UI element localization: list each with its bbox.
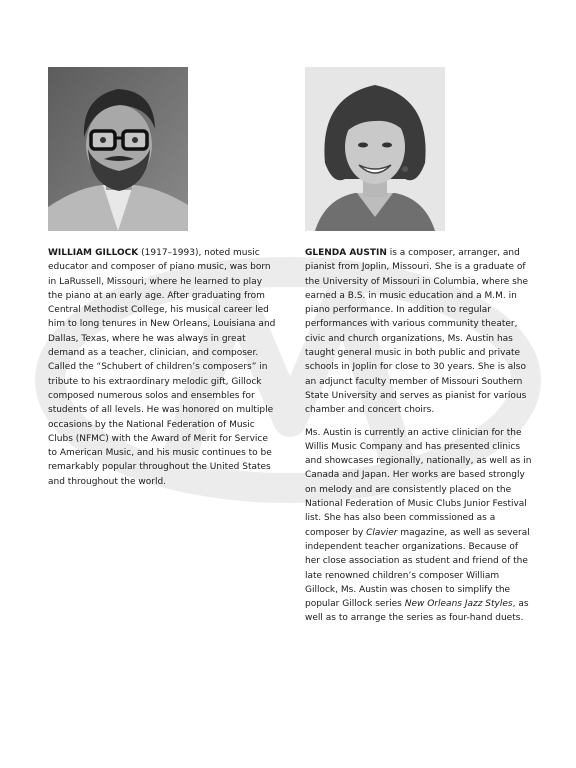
bio-text: , as well as to arrange the series as four-hand duets. <box>305 599 529 624</box>
bio-text: magazine, as well as several independent teacher organizations. Because of her close association as student and friend of the late renowned children’s composer William Gillock, Ms. Austin was chosen to simplify the popular Gillock series <box>305 527 530 610</box>
william-gillock-bio-text: (1917–1993), noted music educator and composer of piano music, was born in LaRussell, Missouri, where he learned to play the piano at an early age. After graduating from Central Methodist College, his musical career led him to long tenures in New Orleans, Louisiana and Dallas, Texas, where he was always in great demand as a teacher, clinician, and composer. Called the “Schubert of children’s composers” in tribute to his extraordinary melodic gift, Gillock composed numerous solos and ensembles for students of all levels. He was honored on multiple occasions by the National Federation of Music Clubs (NFMC) with the Award of Merit for Service to American Music, and his music continues to be remarkably popular throughout the United States and throughout the world. <box>48 248 276 487</box>
glenda-austin-bio <box>305 246 533 634</box>
william-gillock-photo <box>48 67 188 231</box>
william-gillock-bio <box>48 246 276 497</box>
william-gillock-name: WILLIAM GILLOCK <box>48 248 139 258</box>
glenda-austin-bio-paragraph-1: is a composer, arranger, and pianist from Joplin, Missouri. She is a graduate of the University of Missouri in Columbia, where she earned a B.S. in music education and a M.M. in piano performance. In addition to regular performances with various community theater, civic and church organizations, Ms. Austin has taught general music in both public and private schools in Joplin for close to 30 years. She is also an adjunct faculty member of Missouri Southern State University and serves as pianist for various chamber and concert choirs. <box>305 248 529 416</box>
glenda-austin-photo <box>305 67 445 231</box>
glenda-austin-bio-paragraph-2 <box>305 426 533 626</box>
bio-text: Ms. Austin is currently an active clinician for the Willis Music Company and has presented clinics and showcases regionally, nationally, as well as in Canada and Japan. Her works are based strongly on melody and are consistently placed on the National Federation of Music Clubs Junior Festival list. She has also been commissioned as a composer by <box>305 427 532 538</box>
glenda-austin-name: GLENDA AUSTIN <box>305 248 387 258</box>
series-title: New Orleans Jazz Styles <box>404 599 513 610</box>
clavier-magazine-title: Clavier <box>366 527 398 538</box>
